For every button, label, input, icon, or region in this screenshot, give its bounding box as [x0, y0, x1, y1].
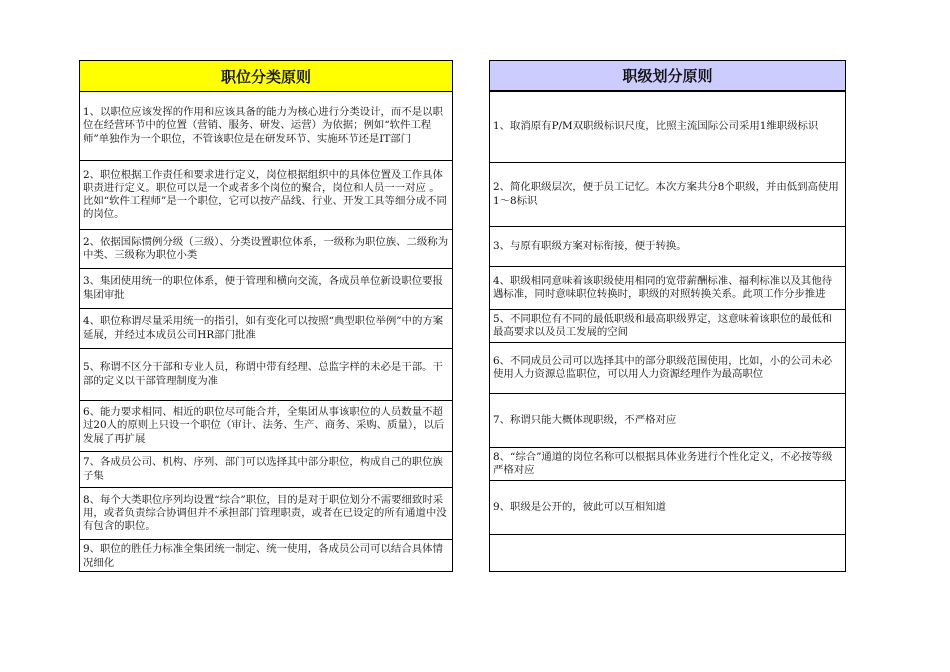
job-grade-panel [489, 60, 846, 572]
classification-rule-row: 3、集团使用统一的职位体系，便于管理和横向交流，各成员单位新设职位要报集团审批 [80, 269, 452, 309]
classification-rule-row: 9、职位的胜任力标准全集团统一制定、统一使用，各成员公司可以结合具体情况细化 [83, 543, 443, 569]
grade-rule-row: 9、职级是公开的，彼此可以互相知道 [490, 481, 845, 535]
classification-rule-row: 8、每个大类职位序列均设置“综合”职位，目的是对于职位划分不需要细致时采用，或者负责综合协调但并不承担部门管理职责，或者在已设定的所有通道中没有包含的职位。 [80, 488, 452, 540]
job-classification-panel [79, 60, 453, 572]
grade-rule-row: 6、不同成员公司可以选择其中的部分职级范围使用，比如，小的公司未必使用人力资源总监职位，可以用人力资源经理作为最高职位 [490, 343, 845, 394]
job-classification-title: 职位分类原则 [80, 61, 452, 92]
grade-rule-row: 3、与原有职级方案对标衔接，便于转换。 [490, 227, 845, 267]
grade-rule-row: 5、不同职位有不同的最低职级和最高职级界定，这意味着该职位的最低和最高要求以及员工发展的空间 [490, 310, 845, 343]
classification-rule-row: 7、各成员公司、机构、序列、部门可以选择其中部分职位，构成自己的职位族子集 [80, 452, 452, 488]
classification-rule-row: 2、职位根据工作责任和要求进行定义，岗位根据组织中的具体位置及工作具体职责进行定义。职位可以是一个或者多个岗位的聚合，岗位和人员一一对应 。比如“软件工程师”是一个职位，它可以按产品线、行业、开发工具等细分成不同的岗位。 [80, 161, 452, 230]
classification-rule-row: 2、依据国际惯例分级（三级）、分类设置职位体系，一级称为职位族、二级称为中类、三级称为职位小类 [80, 230, 452, 269]
grade-rule-row: 8、“综合”通道的岗位名称可以根据具体业务进行个性化定义，不必按等级严格对应 [490, 448, 845, 481]
grade-rule-row: 7、称谓只能大概体现职级，不严格对应 [490, 394, 845, 448]
classification-rule-row: 6、能力要求相同、相近的职位尽可能合并，全集团从事该职位的人员数量不超过20人的原则上只设一个职位（审计、法务、生产、商务、采购、质量），以后发展了再扩展 [80, 401, 452, 452]
job-grade-title: 职级划分原则 [490, 61, 845, 92]
classification-rule-row: 1、以职位应该发挥的作用和应该具备的能力为核心进行分类设计，而不是以职位在经营环节中的位置（营销、服务、研发、运营）为依据；例如“软件工程师”单独作为一个职位，不管该职位是在研发环节、实施环节还是IT部门 [80, 92, 452, 161]
grade-rule-row: 1、取消原有P/M双职级标识尺度，比照主流国际公司采用1维职级标识 [490, 92, 845, 163]
grade-rule-row: 4、职级相同意味着该职级使用相同的宽带薪酬标准、福利标准以及其他待遇标准，同时意味职位转换时，职级的对照转换关系。此项工作分步推进 [490, 267, 845, 310]
grade-rule-row: 2、简化职级层次，便于员工记忆。本次方案共分8个职级，并由低到高使用1～8标识 [490, 163, 845, 227]
grade-rule-row-empty [490, 535, 845, 571]
classification-rule-row: 4、职位称谓尽量采用统一的指引，如有变化可以按照“典型职位举例”中的方案延展，并经过本成员公司HR部门批准 [80, 309, 452, 349]
classification-rule-row: 5、称谓不区分干部和专业人员，称谓中带有经理、总监字样的未必是干部。干部的定义以干部管理制度为准 [80, 349, 452, 401]
